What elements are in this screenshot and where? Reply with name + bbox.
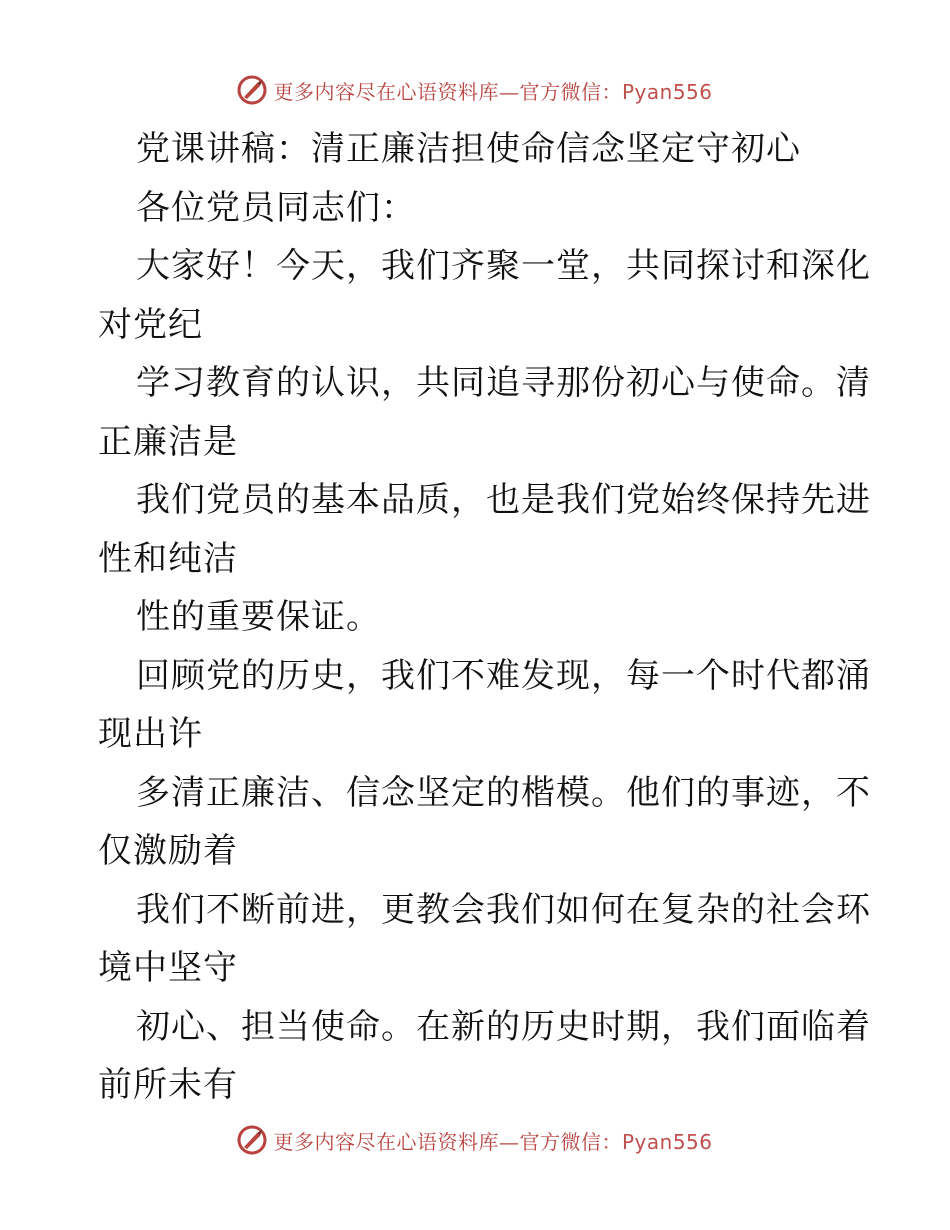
- quill-logo-icon: [237, 75, 267, 105]
- text-line: 我们党员的基本品质，也是我们党始终保持先进: [136, 480, 871, 520]
- header-watermark: [0, 70, 950, 110]
- text-line: 各位党员同志们：: [136, 187, 416, 228]
- wechat-id: Pyan556: [621, 1129, 713, 1154]
- text-line: 境中坚守: [98, 948, 238, 988]
- text-line: 现出许: [98, 714, 203, 754]
- footer-watermark: [0, 1120, 950, 1160]
- document-title: 党课讲稿：清正廉洁担使命信念坚定守初心: [136, 129, 801, 169]
- text-line: 性的重要保证。: [136, 597, 381, 637]
- document-body: [98, 120, 871, 1115]
- text-line: 正廉洁是: [98, 421, 238, 462]
- text-line: 前所未有: [98, 1065, 238, 1105]
- text-line: 回顾党的历史，我们不难发现，每一个时代都涌: [136, 655, 871, 696]
- wechat-id: Pyan556: [621, 79, 713, 104]
- text-line: 大家好！今天，我们齐聚一堂，共同探讨和深化: [136, 246, 871, 286]
- text-line: 对党纪: [98, 304, 203, 345]
- watermark-text: 更多内容尽在心语资料库—官方微信：Pyan556: [273, 79, 713, 104]
- text-line: 我们不断前进，更教会我们如何在复杂的社会环: [136, 889, 871, 930]
- quill-logo-icon: [237, 1125, 267, 1155]
- text-line: 多清正廉洁、信念坚定的楷模。他们的事迹，不: [136, 772, 871, 813]
- watermark-text: 更多内容尽在心语资料库—官方微信：Pyan556: [273, 1129, 713, 1154]
- text-line: 学习教育的认识，共同追寻那份初心与使命。清: [136, 363, 871, 403]
- text-line: 性和纯洁: [98, 538, 238, 579]
- text-line: 仅激励着: [98, 831, 238, 871]
- text-line: 初心、担当使命。在新的历史时期，我们面临着: [136, 1006, 871, 1047]
